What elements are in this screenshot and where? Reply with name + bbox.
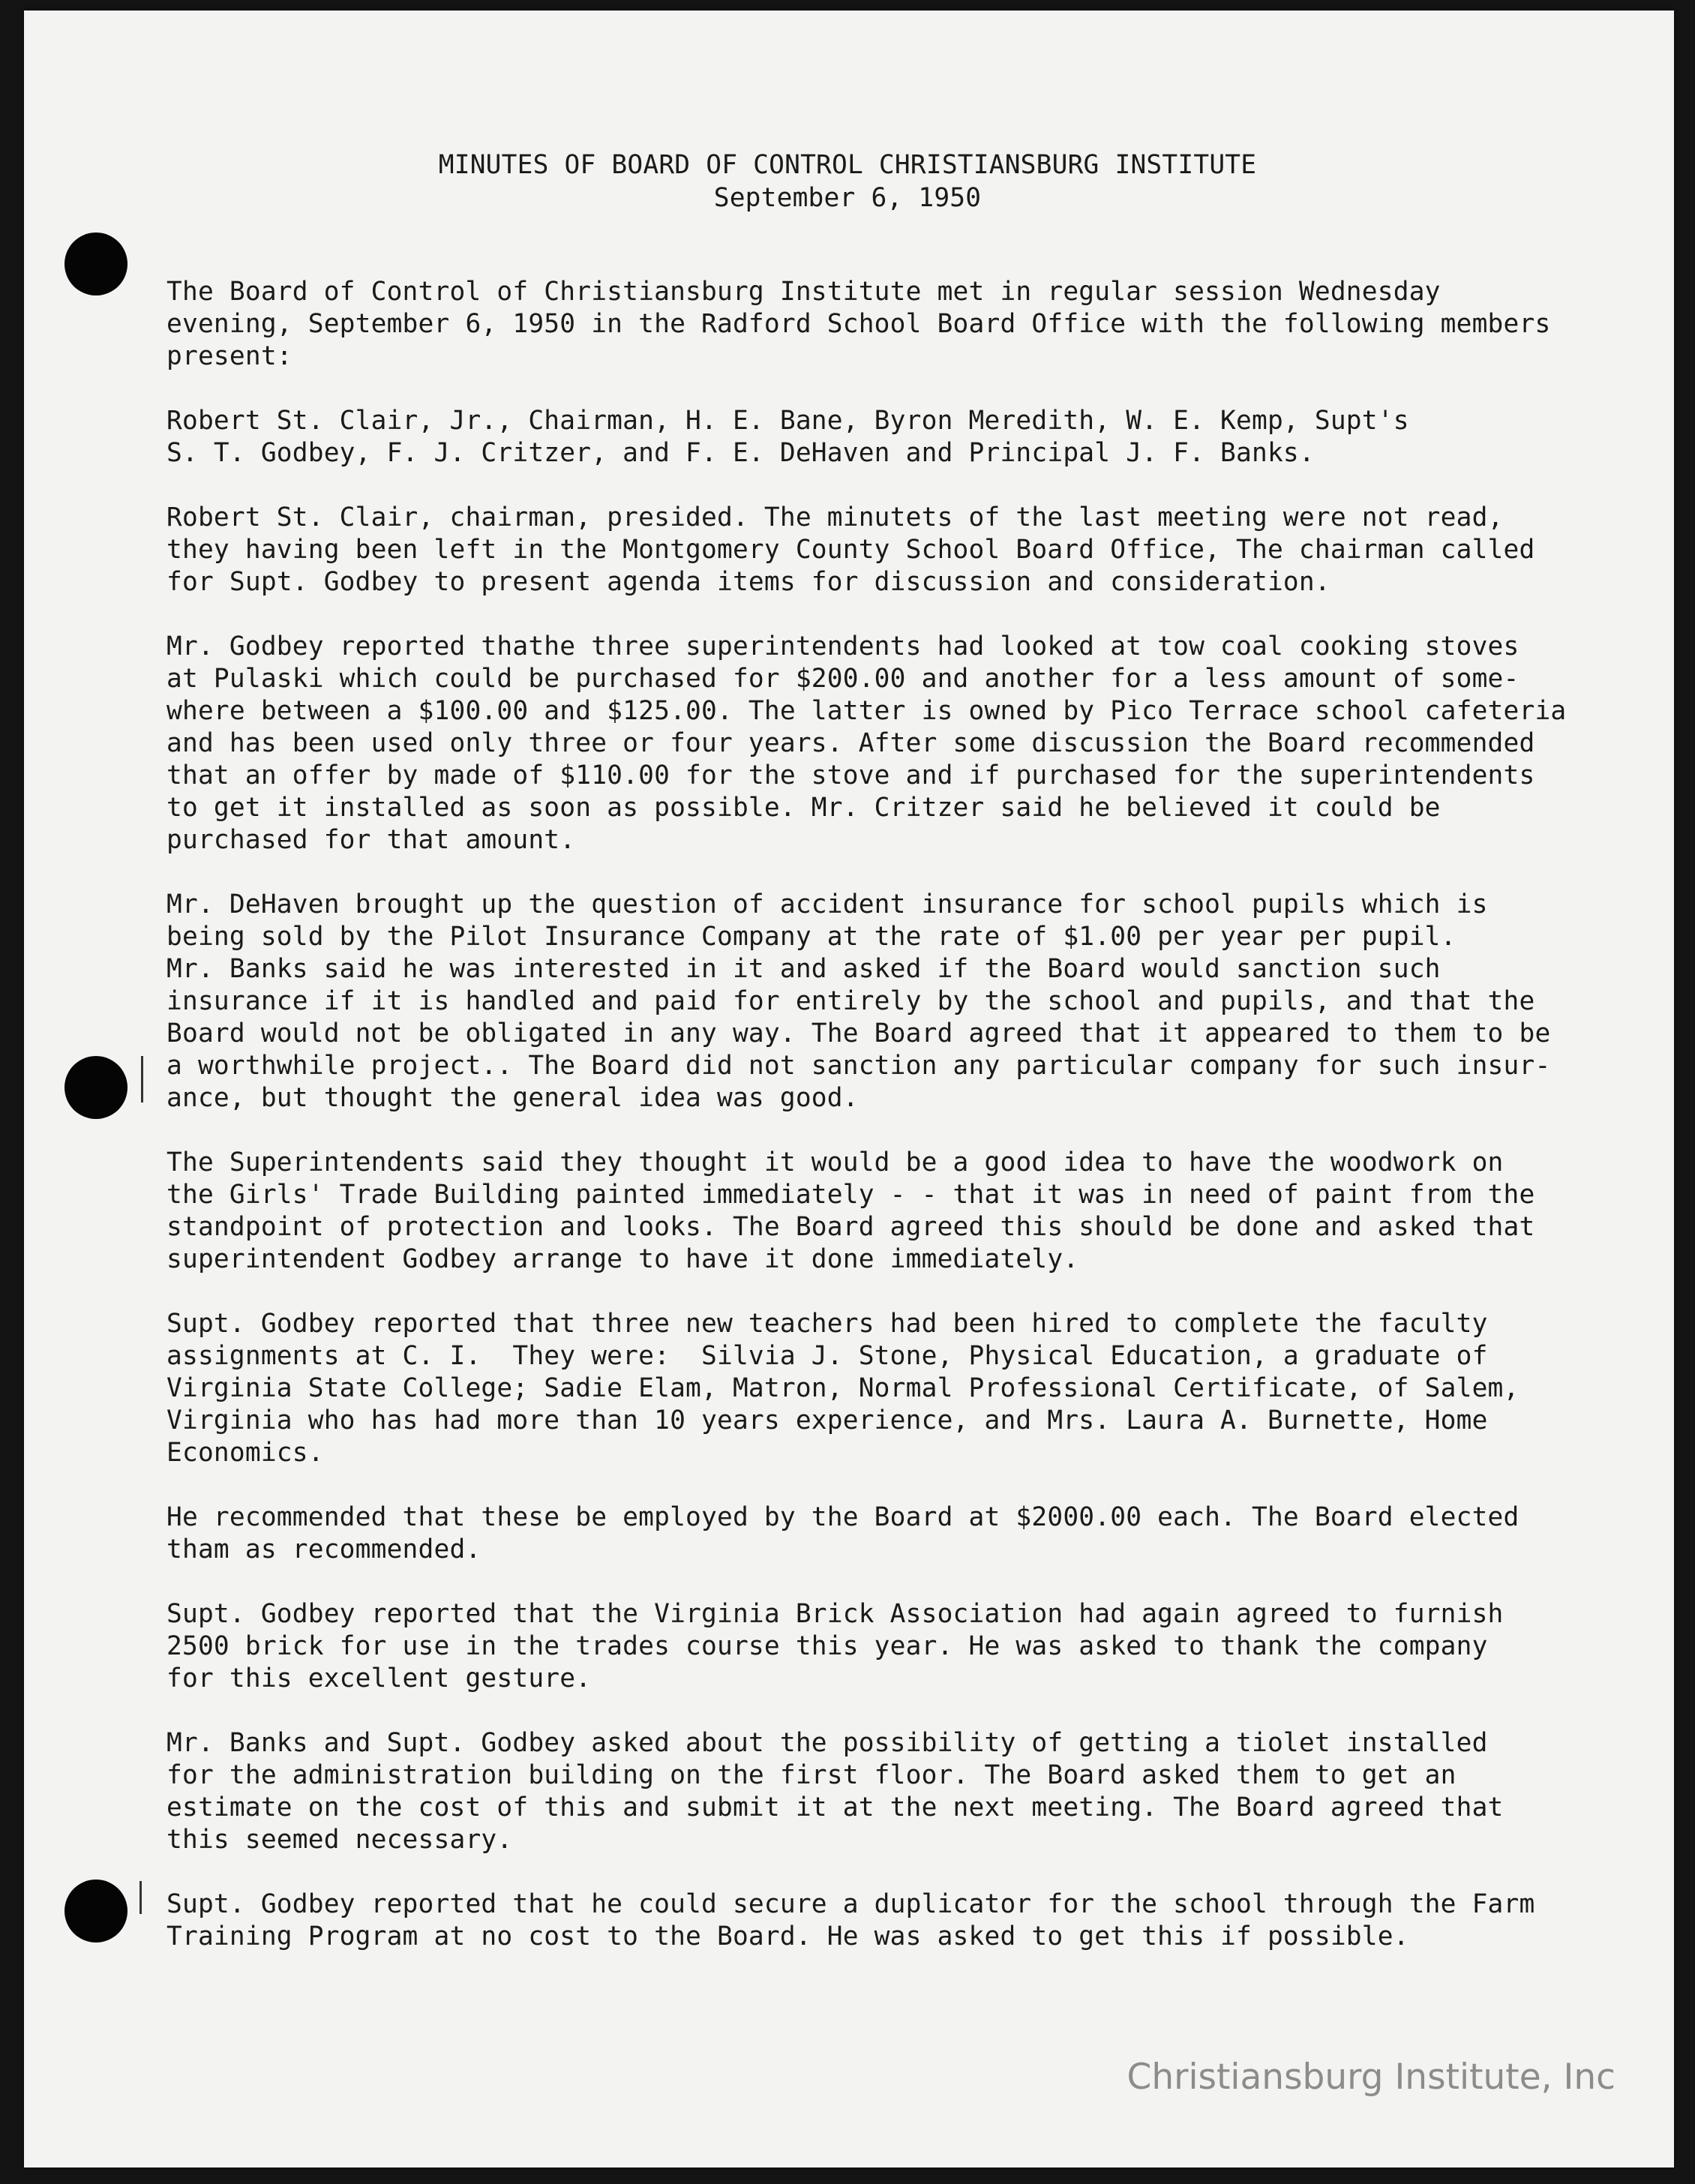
text-line: insurance if it is handled and paid for entirely by the school and pupils, and that the — [166, 986, 1535, 1016]
paragraph — [166, 1308, 1636, 1469]
text-line: Mr. Banks said he was interested in it and asked if the Board would sanction such — [166, 954, 1441, 984]
text-line: where between a $100.00 and $125.00. The latter is owned by Pico Terrace school cafeteria — [166, 696, 1567, 726]
punch-hole-middle — [64, 1056, 128, 1119]
paragraph — [166, 405, 1636, 470]
text-line: and has been used only three or four years. After some discussion the Board recommended — [166, 728, 1535, 758]
watermark: Christiansburg Institute, Inc — [1126, 2056, 1616, 2098]
document-date: September 6, 1950 — [713, 183, 982, 213]
text-line: estimate on the cost of this and submit it at the next meeting. The Board agreed that — [166, 1792, 1504, 1822]
text-line: that an offer by made of $110.00 for the stove and if purchased for the superintendents — [166, 760, 1535, 790]
text-line: Virginia who has had more than 10 years experience, and Mrs. Laura A. Burnette, Home — [166, 1406, 1488, 1436]
margin-mark — [140, 1881, 142, 1914]
paragraph — [166, 1502, 1636, 1566]
text-line: Training Program at no cost to the Board. He was asked to get this if possible. — [166, 1922, 1409, 1952]
text-line: 2500 brick for use in the trades course this year. He was asked to thank the company — [166, 1631, 1488, 1661]
text-line: the Girls' Trade Building painted immediately - - that it was in need of paint from the — [166, 1180, 1535, 1210]
text-line: Mr. DeHaven brought up the question of accident insurance for school pupils which is — [166, 890, 1488, 920]
text-line: Robert St. Clair, chairman, presided. The minutets of the last meeting were not read, — [166, 502, 1504, 532]
text-line: The Superintendents said they thought it would be a good idea to have the woodwork on — [166, 1148, 1504, 1178]
text-line: tham as recommended. — [166, 1534, 482, 1564]
text-line: ance, but thought the general idea was good. — [166, 1083, 859, 1113]
punch-hole-bottom — [64, 1880, 128, 1942]
text-line: Supt. Godbey reported that the Virginia Brick Association had again agreed to furnish — [166, 1599, 1504, 1629]
margin-mark — [141, 1056, 143, 1102]
text-line: Mr. Godbey reported thathe three superintendents had looked at tow coal cooking stoves — [166, 632, 1520, 662]
text-line: Supt. Godbey reported that three new teachers had been hired to complete the faculty — [166, 1309, 1488, 1339]
text-line: Economics. — [166, 1438, 324, 1468]
paragraph — [166, 1147, 1636, 1276]
text-line: Supt. Godbey reported that he could secure a duplicator for the school through the Farm — [166, 1889, 1535, 1919]
text-line: they having been left in the Montgomery County School Board Office, The chairman called — [166, 535, 1535, 565]
text-line: superintendent Godbey arrange to have it done immediately. — [166, 1244, 1079, 1274]
paragraph — [166, 502, 1636, 598]
text-line: standpoint of protection and looks. The Board agreed this should be done and asked that — [166, 1212, 1535, 1242]
text-line: being sold by the Pilot Insurance Company at the rate of $1.00 per year per pupil. — [166, 922, 1456, 952]
text-line: purchased for that amount. — [166, 825, 576, 855]
paragraph — [166, 631, 1636, 856]
text-line: He recommended that these be employed by the Board at $2000.00 each. The Board elected — [166, 1502, 1520, 1532]
document-title: MINUTES OF BOARD OF CONTROL CHRISTIANSBURG INSTITUTE — [438, 150, 1257, 180]
document-heading — [0, 148, 1695, 214]
text-line: a worthwhile project.. The Board did not sanction any particular company for such insur- — [166, 1051, 1551, 1081]
text-line: The Board of Control of Christiansburg Institute met in regular session Wednesday — [166, 277, 1441, 307]
minutes-body — [166, 276, 1636, 1985]
text-line: Board would not be obligated in any way. The Board agreed that it appeared to them to be — [166, 1018, 1551, 1048]
text-line: assignments at C. I. They were: Silvia J. Stone, Physical Education, a graduate of — [166, 1341, 1488, 1371]
paragraph — [166, 1727, 1636, 1856]
paragraph — [166, 276, 1636, 373]
text-line: for Supt. Godbey to present agenda items for discussion and consideration. — [166, 567, 1330, 597]
text-line: S. T. Godbey, F. J. Critzer, and F. E. DeHaven and Principal J. F. Banks. — [166, 438, 1315, 468]
text-line: Mr. Banks and Supt. Godbey asked about the possibility of getting a tiolet installed — [166, 1728, 1488, 1758]
paragraph — [166, 1888, 1636, 1953]
text-line: for the administration building on the first floor. The Board asked them to get an — [166, 1760, 1456, 1790]
text-line: at Pulaski which could be purchased for $200.00 and another for a less amount of some- — [166, 664, 1520, 694]
paragraph — [166, 1598, 1636, 1695]
text-line: Robert St. Clair, Jr., Chairman, H. E. Bane, Byron Meredith, W. E. Kemp, Supt's — [166, 406, 1409, 436]
text-line: to get it installed as soon as possible. Mr. Critzer said he believed it could be — [166, 793, 1441, 823]
punch-hole-top — [64, 232, 128, 296]
text-line: evening, September 6, 1950 in the Radford School Board Office with the following members — [166, 309, 1551, 339]
paragraph — [166, 889, 1636, 1114]
text-line: this seemed necessary. — [166, 1825, 513, 1855]
text-line: present: — [166, 341, 292, 371]
text-line: for this excellent gesture. — [166, 1664, 592, 1694]
text-line: Virginia State College; Sadie Elam, Matron, Normal Professional Certificate, of Salem, — [166, 1373, 1520, 1403]
